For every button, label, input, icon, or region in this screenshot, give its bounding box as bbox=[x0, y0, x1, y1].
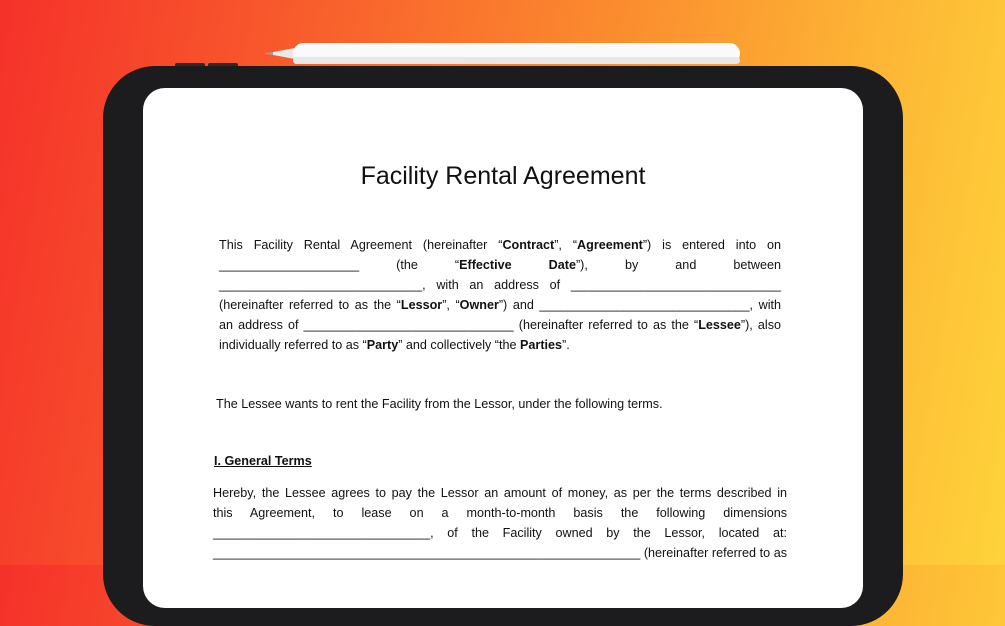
text-segment: an address of ______________________________ (hereinafter referred to as the “ bbox=[219, 318, 699, 332]
text-line bbox=[213, 503, 787, 523]
text-segment: Hereby, the Lessee agrees to pay the Lessor an amount of money, as per the terms described in bbox=[213, 486, 787, 500]
text-segment: (hereinafter referred to as the “ bbox=[219, 298, 401, 312]
bold-term: Party bbox=[366, 338, 399, 352]
bold-term: Effective Date bbox=[459, 258, 576, 272]
apple-pencil bbox=[265, 42, 741, 65]
bold-term: Parties bbox=[520, 338, 563, 352]
text-line bbox=[219, 335, 781, 355]
text-line bbox=[219, 315, 781, 335]
bold-term: Agreement bbox=[577, 238, 643, 252]
text-segment: this Agreement, to lease on a month-to-month basis the following dimensions bbox=[213, 506, 787, 520]
text-line bbox=[213, 523, 787, 543]
text-segment: ”, “ bbox=[442, 298, 460, 312]
text-segment: ”), by and between bbox=[575, 258, 781, 272]
section-heading: I. General Terms bbox=[214, 454, 312, 468]
text-line bbox=[219, 275, 781, 295]
text-segment: ”, “ bbox=[554, 238, 578, 252]
document-title: Facility Rental Agreement bbox=[360, 162, 646, 190]
text-line bbox=[213, 543, 787, 563]
text-line bbox=[219, 295, 781, 315]
text-line bbox=[219, 235, 781, 255]
text-segment: ____________________ (the “ bbox=[219, 258, 460, 272]
purpose-paragraph bbox=[216, 394, 696, 414]
document-page bbox=[143, 88, 863, 608]
text-segment: ” and collectively “the bbox=[398, 338, 521, 352]
text-segment: ”) and ______________________________, with bbox=[498, 298, 781, 312]
intro-paragraph bbox=[219, 235, 781, 355]
text-segment: _____________________________________________________________ (hereinafter referred to as bbox=[213, 546, 787, 560]
text-segment: individually referred to as “ bbox=[219, 338, 367, 352]
text-segment: ”), also bbox=[740, 318, 781, 332]
text-segment: This Facility Rental Agreement (hereinafter “ bbox=[219, 238, 503, 252]
bold-term: Lessee bbox=[698, 318, 741, 332]
text-line bbox=[213, 483, 787, 503]
text-segment: _____________________________, with an address of ______________________________ bbox=[219, 278, 781, 292]
text-line bbox=[216, 394, 696, 414]
general-terms-paragraph bbox=[213, 483, 787, 563]
text-segment: The Lessee wants to rent the Facility from the Lessor, under the following terms. bbox=[216, 397, 663, 411]
text-segment: ”. bbox=[562, 338, 570, 352]
bold-term: Contract bbox=[502, 238, 555, 252]
bold-term: Owner bbox=[459, 298, 499, 312]
bold-term: Lessor bbox=[400, 298, 443, 312]
text-segment: _______________________________, of the Facility owned by the Lessor, located at: bbox=[213, 526, 787, 540]
text-line bbox=[219, 255, 781, 275]
text-segment: ”) is entered into on bbox=[642, 238, 781, 252]
